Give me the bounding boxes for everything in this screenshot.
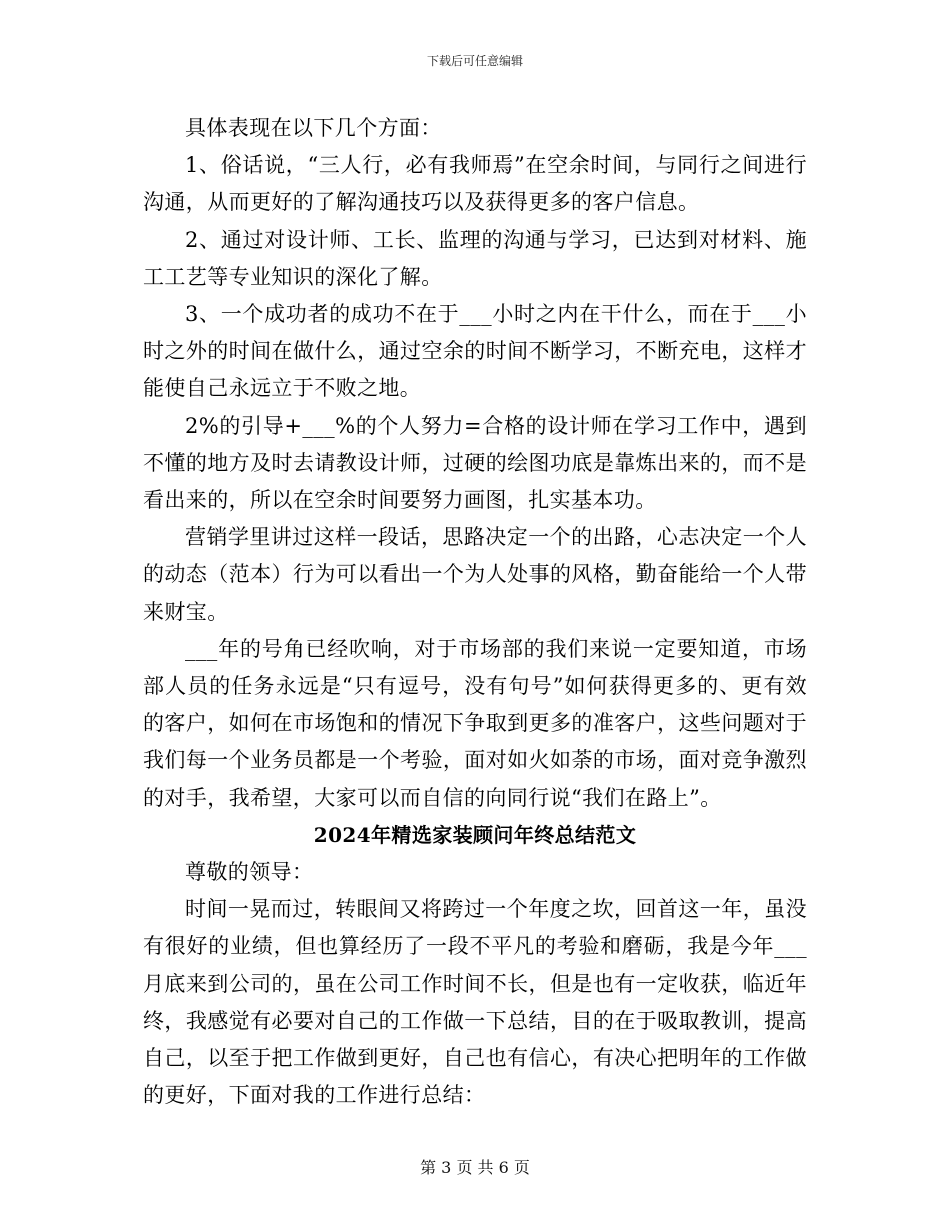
paragraph-point-3: 3、一个成功者的成功不在于___小时之内在干什么，而在于___小时之外的时间在做什么，通过空余的时间不断学习，不断充电，这样才能使自己永远立于不败之地。 — [143, 302, 807, 401]
page-header: 下载后可任意编辑 — [426, 54, 523, 68]
paragraph-intro: 具体表现在以下几个方面： — [185, 116, 442, 140]
document-body — [143, 110, 807, 1114]
paragraph-point-1: 1、俗话说，“三人行，必有我师焉”在空余时间，与同行之间进行沟通，从而更好的了解沟通技巧以及获得更多的客户信息。 — [143, 153, 807, 215]
page-number: 第 3 页 共 6 页 — [420, 1158, 530, 1177]
paragraph-designer-learning: 2%的引导+___%的个人努力=合格的设计师在学习工作中，遇到不懂的地方及时去请教设计师，过硬的绘图功底是靠炼出来的，而不是看出来的，所以在空余时间要努力画图，扎实基本功。 — [143, 413, 807, 513]
paragraph-market-department: ___年的号角已经吹响，对于市场部的我们来说一定要知道，市场部人员的任务永远是“只有逗号，没有句号”如何获得更多的、更有效的客户，如何在市场饱和的情况下争取到更多的准客户，这些问题对于我们每一个业务员都是一个考验，面对如火如荼的市场，面对竞争激烈的对手，我希望，大家可以而自信的向同行说“我们在路上”。 — [143, 636, 807, 810]
paragraph-salutation: 尊敬的领导： — [185, 860, 314, 885]
paragraph-marketing: 营销学里讲过这样一段话，思路决定一个的出路，心志决定一个人的动态（范本）行为可以看出一个为人处事的风格，勤奋能给一个人带来财宝。 — [143, 525, 807, 624]
section-title: 2024年精选家装顾问年终总结范文 — [313, 822, 637, 847]
paragraph-summary-intro: 时间一晃而过，转眼间又将跨过一个年度之坎，回首这一年，虽没有很好的业绩，但也算经历了一段不平凡的考验和磨砺，我是今年___月底来到公司的，虽在公司工作时间不长，但是也有一定收获，临近年终，我感觉有必要对自己的工作做一下总结，目的在于吸取教训，提高自己，以至于把工作做到更好，自己也有信心，有决心把明年的工作做的更好，下面对我的工作进行总结： — [143, 897, 807, 1108]
paragraph-point-2: 2、通过对设计师、工长、监理的沟通与学习，已达到对材料、施工工艺等专业知识的深化了解。 — [143, 227, 807, 289]
